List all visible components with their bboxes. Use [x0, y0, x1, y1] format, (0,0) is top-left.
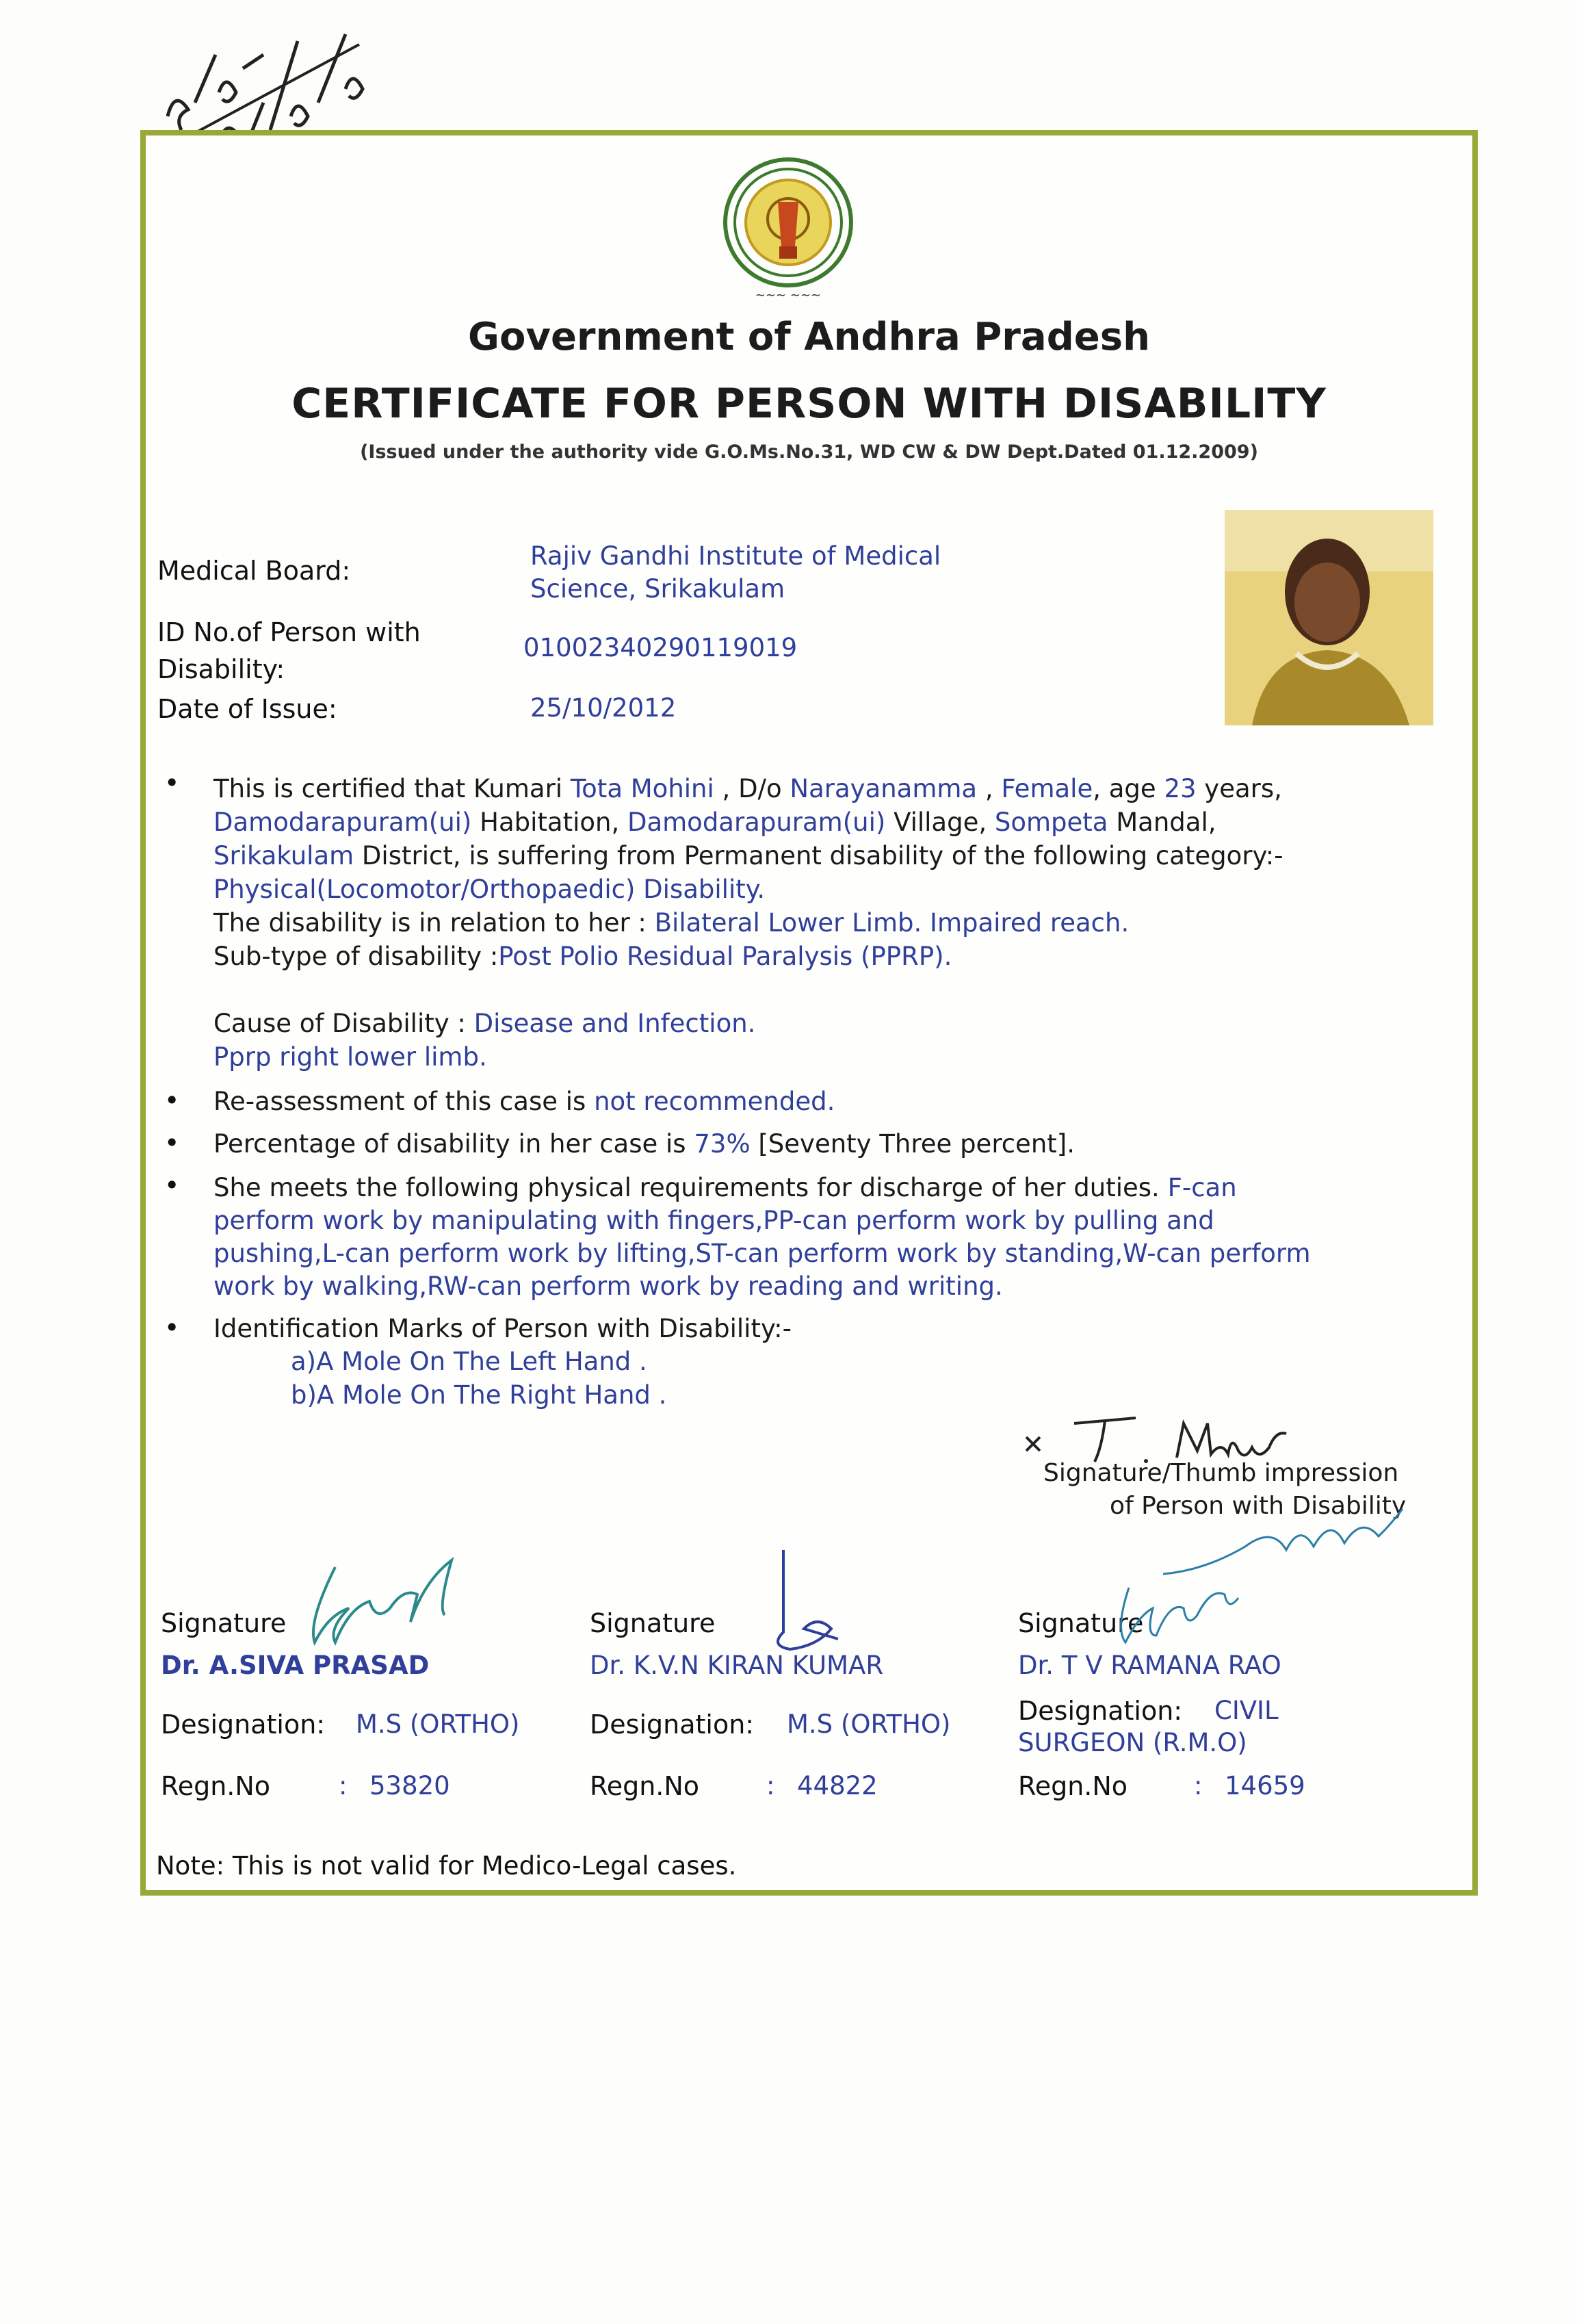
requirements-text: work by walking,RW-can perform work by reading and writing.	[213, 1271, 1003, 1301]
subtype-line	[213, 940, 1283, 973]
cert-text: This is certified that Kumari	[213, 774, 571, 803]
village: Damodarapuram(ui)	[627, 808, 886, 837]
cert-text: Village,	[885, 808, 995, 837]
signatory-3-regn-label: Regn.No	[1018, 1771, 1128, 1801]
authority-line: (Issued under the authority vide G.O.Ms.No.31, WD CW & DW Dept.Dated 01.12.2009)	[360, 441, 1258, 463]
medical-board-label: Medical Board:	[157, 556, 351, 586]
person-name: Tota Mohini	[570, 774, 714, 803]
signatory-2-name: Dr. K.V.N KIRAN KUMAR	[590, 1651, 884, 1680]
percentage-words: [Seventy Three percent].	[750, 1129, 1075, 1159]
signatory-2-designation-label: Designation:	[590, 1709, 755, 1740]
bullet-4: •	[164, 1170, 180, 1200]
habitation: Damodarapuram(ui)	[213, 808, 472, 837]
subtype-label: Sub-type of disability :	[213, 942, 499, 971]
signatory-1-regn-label: Regn.No	[161, 1771, 271, 1801]
cert-text: Habitation,	[471, 808, 627, 837]
signatory-3-name: Dr. T V RAMANA RAO	[1018, 1651, 1281, 1680]
medical-board-value-line2: Science, Srikakulam	[530, 574, 785, 604]
id-label-line2: Disability:	[157, 654, 285, 684]
signatory-1-regn-sep: :	[339, 1771, 348, 1800]
government-title: Government of Andhra Pradesh	[468, 315, 1150, 359]
cert-line-1	[213, 772, 1283, 805]
signatory-3-designation-line2: SURGEON (R.M.O)	[1018, 1728, 1247, 1757]
date-of-issue-value: 25/10/2012	[530, 693, 677, 723]
reassessment-label: Re-assessment of this case is	[213, 1087, 595, 1116]
bullet-2: •	[164, 1085, 180, 1115]
signatory-2-regn-sep: :	[766, 1771, 775, 1800]
parent-name: Narayanamma	[790, 774, 978, 803]
reassessment-line	[213, 1087, 835, 1116]
requirements-label: She meets the following physical requirements for discharge of her duties.	[213, 1173, 1168, 1202]
cause-value: Disease and Infection.	[473, 1009, 756, 1038]
signatory-2-regn: 44822	[797, 1771, 878, 1800]
cert-text: District, is suffering from Permanent disability of the following category:-	[354, 841, 1283, 870]
svg-text:~~~ ~~~: ~~~ ~~~	[755, 288, 822, 302]
signatory-2-regn-label: Regn.No	[590, 1771, 700, 1801]
person-photo	[1225, 510, 1433, 725]
subtype-value: Post Polio Residual Paralysis (PPRP).	[498, 942, 952, 971]
cause-line	[213, 1007, 1283, 1040]
district: Srikakulam	[213, 841, 354, 870]
note-text: This is not valid for Medico-Legal cases.	[232, 1851, 737, 1881]
cert-text: ,	[977, 774, 1002, 803]
note-label: Note:	[156, 1851, 233, 1881]
signatory-1-designation-label: Designation:	[161, 1709, 326, 1740]
identification-mark-a: a)A Mole On The Left Hand .	[291, 1347, 647, 1376]
reassessment-value: not recommended.	[594, 1087, 835, 1116]
mandal: Sompeta	[994, 808, 1108, 837]
id-value: 01002340290119019	[523, 633, 798, 662]
signatory-2-signature-label: Signature	[590, 1608, 716, 1638]
identification-mark-b: b)A Mole On The Right Hand .	[291, 1380, 667, 1410]
relation-line	[213, 906, 1283, 940]
disability-category: Physical(Locomotor/Orthopaedic) Disability.	[213, 875, 766, 904]
signatory-3-designation-label: Designation:	[1018, 1696, 1183, 1726]
gender: Female	[1001, 774, 1093, 803]
signatory-3-signature-label: Signature	[1018, 1608, 1144, 1638]
age: 23	[1164, 774, 1197, 803]
date-of-issue-label: Date of Issue:	[157, 694, 337, 724]
cert-line-2	[213, 805, 1283, 839]
signatory-1-designation: M.S (ORTHO)	[356, 1709, 520, 1739]
relation-label: The disability is in relation to her :	[213, 908, 655, 938]
person-signature-caption-2: of Person with Disability	[1110, 1492, 1407, 1520]
cert-text: years,	[1196, 774, 1282, 803]
cert-text: Mandal,	[1108, 808, 1216, 837]
certificate-title: CERTIFICATE FOR PERSON WITH DISABILITY	[291, 380, 1327, 428]
percentage-value: 73%	[694, 1129, 751, 1159]
requirements-text: pushing,L-can perform work by lifting,ST-can perform work by standing,W-can perform	[213, 1239, 1311, 1268]
percentage-label: Percentage of disability in her case is	[213, 1129, 694, 1159]
signatory-1-signature	[301, 1553, 506, 1656]
requirements-paragraph	[213, 1172, 1311, 1303]
person-signature-caption-1: Signature/Thumb impression	[1043, 1459, 1399, 1487]
identification-label: Identification Marks of Person with Disability:-	[213, 1314, 792, 1343]
signatory-1-regn: 53820	[369, 1771, 450, 1800]
cause-detail: Pprp right lower limb.	[213, 1042, 487, 1072]
bullet-1: •	[164, 768, 180, 798]
signatory-3-regn-sep: :	[1194, 1771, 1203, 1800]
signatory-1-name: Dr. A.SIVA PRASAD	[161, 1651, 430, 1680]
signatory-1-signature-label: Signature	[161, 1608, 287, 1638]
signatory-3-designation-line1: CIVIL	[1214, 1696, 1279, 1725]
signatory-2-designation: M.S (ORTHO)	[787, 1709, 951, 1739]
percentage-line	[213, 1129, 1075, 1159]
cert-line-3	[213, 839, 1283, 873]
cause-label: Cause of Disability :	[213, 1009, 474, 1038]
certification-paragraph	[213, 772, 1283, 1074]
requirements-text: F-can	[1167, 1173, 1237, 1202]
state-emblem-icon	[709, 154, 867, 308]
legal-note	[156, 1851, 736, 1881]
signatory-3-signature	[1108, 1567, 1286, 1649]
requirements-text: perform work by manipulating with fingers,PP-can perform work by pulling and	[213, 1206, 1214, 1235]
cert-text: , age	[1093, 774, 1164, 803]
bullet-3: •	[164, 1128, 180, 1158]
signatory-3-regn: 14659	[1225, 1771, 1305, 1800]
cert-text: , D/o	[714, 774, 790, 803]
relation-value: Bilateral Lower Limb. Impaired reach.	[654, 908, 1130, 938]
bullet-5: •	[164, 1313, 180, 1343]
medical-board-value-line1: Rajiv Gandhi Institute of Medical	[530, 541, 941, 571]
id-label-line1: ID No.of Person with	[157, 617, 421, 647]
